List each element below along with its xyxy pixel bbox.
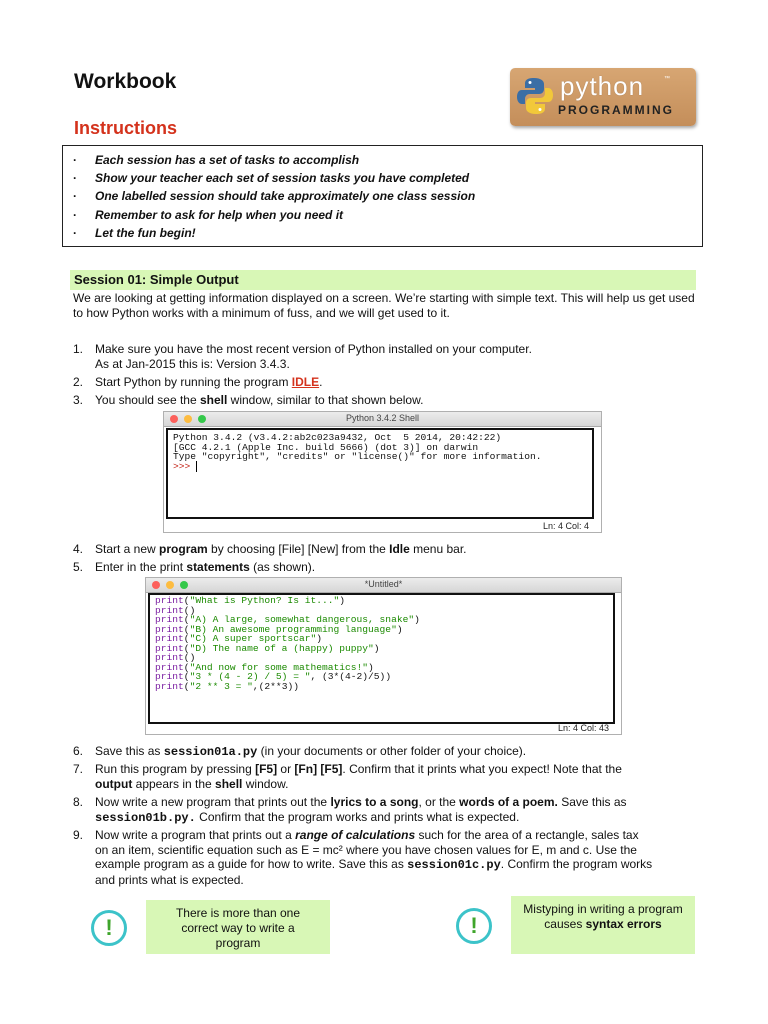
step-number: 1. [73,342,84,356]
logo-subtitle: PROGRAMMING [558,103,674,117]
step-5-bold: statements [186,560,250,574]
step-7-text-2: . Confirm that it prints what you expect! Note that the [342,762,622,776]
step-8 [73,795,713,825]
instruction-text: Each session has a set of tasks to accomplish [95,153,360,167]
step-4-text: Start a new [95,542,160,556]
note-right [511,896,695,954]
code-fn: print [155,595,184,606]
code-line: print() [155,652,196,663]
shell-window [163,411,602,533]
step-1 [73,342,693,372]
code-line: print() [155,604,196,616]
exclamation-mark: ! [470,913,478,938]
step-6 [73,744,693,759]
bullet: · [73,207,77,222]
step-7-text: Run this program by pressing [95,762,256,776]
editor-pane[interactable] [148,593,615,724]
code-fn: print [155,633,184,644]
step-8-text: Now write a new program that prints out the [95,795,331,809]
step-number: 7. [73,762,84,776]
step-7-key: [F5] [255,762,278,776]
editor-title: *Untitled* [364,579,403,589]
step-text [95,342,532,371]
step-4-end: menu bar. [409,542,467,556]
step-number: 5. [73,560,84,574]
step-2 [73,375,693,390]
step-8-file: session01b.py. [95,810,196,825]
bullet: · [73,171,77,186]
editor-window [145,577,622,735]
step-number: 3. [73,393,84,407]
step-7-text-3: appears in the [132,776,216,791]
step-6-end: (in your documents or other folder of your choice). [257,744,527,758]
instructions-heading: Instructions [74,118,178,138]
alert-icon [91,910,127,946]
shell-output[interactable] [166,428,594,519]
shell-status: Ln: 4 Col: 4 [542,521,589,531]
step-4-idle: Idle [389,542,410,556]
step-4 [73,542,693,557]
alert-icon [456,908,492,944]
step-9-line3: example program as a guide for how to write. Save this as [95,857,408,871]
step-8-text-2: Save this as [557,795,627,809]
instruction-text: One labelled session should take approximately one class session [95,189,476,204]
code-fn: print [155,661,184,673]
shell-line: Python 3.4.2 (v3.4.2:ab2c023a9432, Oct 5 2014, 20:42:22) [173,432,502,443]
instruction-item [73,189,475,207]
step-6-file: session01a.py [163,745,258,759]
step-2-text: Start Python by running the program [95,375,292,389]
exclamation-mark: ! [105,915,113,940]
step-9 [73,828,713,888]
code-fn: print [155,680,184,692]
code-line: print("What is Python? Is it...") [155,595,346,606]
code-line: print("2 ** 3 = ",(2**3)) [155,680,299,692]
note-right-line1: Mistyping in writing a program [523,902,683,916]
note-right-pre: causes [544,917,586,931]
step-9-file: session01c.py [407,858,501,872]
step-4-bold: program [159,542,208,556]
code-fn: print [155,671,184,682]
code-string: "3 * (4 - 2) / 5) = " [189,671,311,682]
code-line: print("C) A super sportscar") [155,633,322,644]
step-1-line2: As at Jan-2015 this is: Version 3.4.3. [95,356,290,371]
step-number: 2. [73,375,84,389]
step-number: 6. [73,744,84,758]
session-title: Session 01: Simple Output [70,270,696,290]
instruction-text: Show your teacher each set of session tasks you have completed [95,171,470,186]
step-8-poem: words of a poem. [459,795,558,809]
step-5-end: (as shown). [249,560,316,574]
step-9-bold: range of calculations [295,828,416,842]
step-3-end: window, similar to that shown below. [227,393,424,407]
bullet: · [73,189,77,204]
step-3-bold: shell [199,393,228,407]
code-string: "C) A super sportscar" [189,633,317,644]
step-5 [73,560,693,575]
code-fn: print [155,652,184,663]
editor-status: Ln: 4 Col: 43 [557,723,609,733]
python-logo [510,68,696,126]
step-3-text: You should see the [95,393,200,407]
step-9-text-2: such for the area of a rectangle, sales tax [415,828,639,842]
instructions-list [73,153,475,244]
python-snake-icon [516,76,554,116]
cursor [196,461,203,472]
step-number: 8. [73,795,84,809]
shell-prompt: >>> [173,460,197,472]
shell-line: Type "copyright", "credits" or "license()" for more information. [173,451,542,462]
code-string: "B) An awesome programming language" [189,623,397,635]
step-7-or: or [277,762,295,776]
step-9-line2: on an item, scientific equation such as E = mc² where you have chosen values for E, m and c. Use the [95,842,637,857]
code-fn: print [155,604,184,616]
step-7-output: output [95,776,133,791]
step-7-end: window. [242,776,289,791]
shell-text [173,433,541,471]
code-line: print("B) An awesome programming language") [155,623,403,635]
step-7 [73,762,713,792]
instruction-item [73,171,475,189]
code-expr: , (3*(4-2)/5) [310,671,386,682]
code-string: "And now for some mathematics!" [189,661,369,673]
page-title: Workbook [74,70,177,93]
code-string: "D) The name of a (happy) puppy" [189,642,374,654]
step-2-end: . [319,375,323,389]
step-6-text: Save this as [95,744,164,758]
instruction-text: Let the fun begin! [95,225,196,240]
logo-word: python [560,71,645,101]
note-left: There is more than one correct way to write a program [146,900,330,954]
instruction-text: Remember to ask for help when you need it [95,207,344,222]
code-string: "2 ** 3 = " [189,680,253,692]
code-line: print("D) The name of a (happy) puppy") [155,642,380,654]
step-9-line4: and prints what is expected. [95,872,244,887]
editor-titlebar [146,578,621,593]
step-8-end: Confirm that the program works and prints what is expected. [195,809,520,824]
idle-link[interactable]: IDLE [291,375,320,389]
code-string: "What is Python? Is it..." [189,595,340,606]
session-intro: We are looking at getting information displayed on a screen. We’re starting with simple text. This will help us get used to how Python works with a minimum of fuss, and we will get used to it. [73,291,695,320]
step-number: 4. [73,542,84,556]
code-line: print("A) A large, somewhat dangerous, snake") [155,614,420,625]
code-line: print("3 * (4 - 2) / 5) = ", (3*(4-2)/5)) [155,671,392,682]
code-expr: ,(2**3) [252,680,294,692]
step-9-line3b: . Confirm the program works [500,857,653,871]
step-1-line1: Make sure you have the most recent version of Python installed on your computer. [95,342,532,356]
step-8-or: , or the [418,795,460,809]
note-right-bold: syntax errors [585,917,662,931]
bullet: · [73,153,77,167]
step-9-text: Now write a program that prints out a [95,828,296,842]
step-3 [73,393,693,408]
shell-titlebar [164,412,601,427]
instructions-box [62,145,703,247]
step-5-text: Enter in the print [95,560,187,574]
step-number: 9. [73,828,84,842]
bullet: · [73,225,77,240]
instruction-item [73,208,475,226]
code-fn: print [155,623,184,635]
instruction-item [73,226,475,244]
step-4-text-2: by choosing [File] [New] from the [207,542,390,556]
code-string: "A) A large, somewhat dangerous, snake" [189,614,415,625]
step-7-key-2: [Fn] [F5] [294,762,343,776]
editor-code [155,596,420,691]
code-fn: print [155,614,184,625]
instruction-item [73,153,475,171]
shell-title: Python 3.4.2 Shell [345,413,420,423]
code-line: print("And now for some mathematics!") [155,661,374,673]
step-7-shell: shell [215,776,243,791]
shell-line: [GCC 4.2.1 (Apple Inc. build 5666) (dot 3)] on darwin [173,441,479,453]
step-8-lyrics: lyrics to a song [330,795,419,809]
logo-trademark: ™ [664,76,670,82]
code-fn: print [155,642,184,654]
